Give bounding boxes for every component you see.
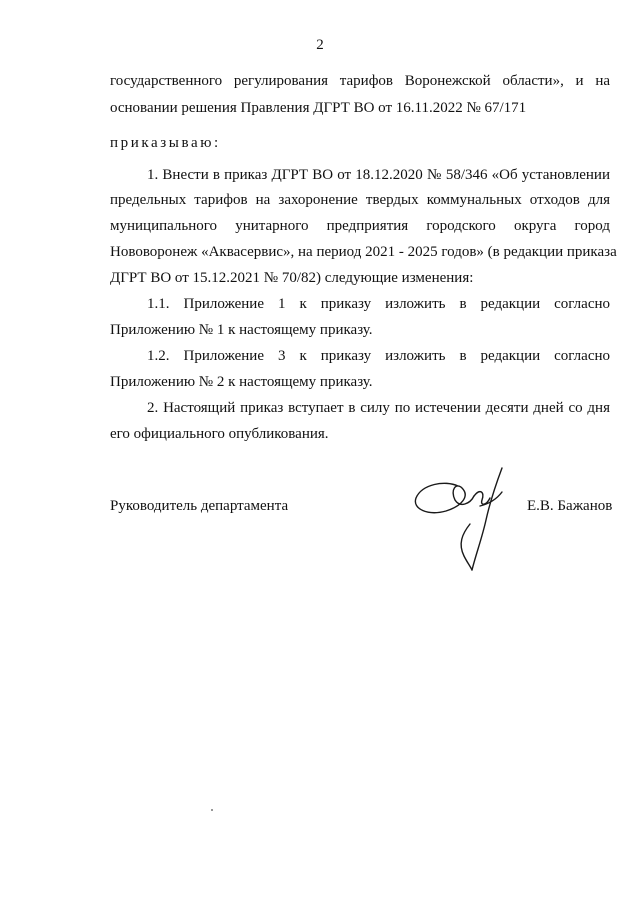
paragraph-line: 1. Внести в приказ ДГРТ ВО от 18.12.2020 № 58/346 «Об установлении [147, 167, 610, 183]
page-number: 2 [316, 37, 324, 53]
handwritten-signature [410, 462, 520, 577]
paragraph-line: Приложению № 2 к настоящему приказу. [110, 374, 373, 390]
signer-name: Е.В. Бажанов [527, 498, 613, 514]
paragraph-line: Нововоронеж «Аквасервис», на период 2021 - 2025 годов» (в редакции приказа [110, 244, 617, 260]
paragraph-line: Приложению № 1 к настоящему приказу. [110, 322, 373, 338]
paragraph-line: 1.2. Приложение 3 к приказу изложить в редакции согласно [147, 348, 610, 364]
paragraph-line: 1.1. Приложение 1 к приказу изложить в редакции согласно [147, 296, 610, 312]
paragraph-line: ДГРТ ВО от 15.12.2021 № 70/82) следующие изменения: [110, 270, 474, 286]
paragraph-line: государственного регулирования тарифов Воронежской области», и на [110, 73, 610, 89]
paragraph-line: муниципального унитарного предприятия городского округа город [110, 218, 610, 234]
signer-position: Руководитель департамента [110, 498, 289, 514]
order-word: приказываю: [110, 135, 221, 151]
paragraph-line: основании решения Правления ДГРТ ВО от 16.11.2022 № 67/171 [110, 100, 527, 116]
paragraph-line: 2. Настоящий приказ вступает в силу по истечении десяти дней со дня [147, 400, 610, 416]
scan-speck [211, 809, 213, 811]
paragraph-line: предельных тарифов на захоронение твердых коммунальных отходов для [110, 192, 610, 208]
paragraph-line: его официального опубликования. [110, 426, 329, 442]
